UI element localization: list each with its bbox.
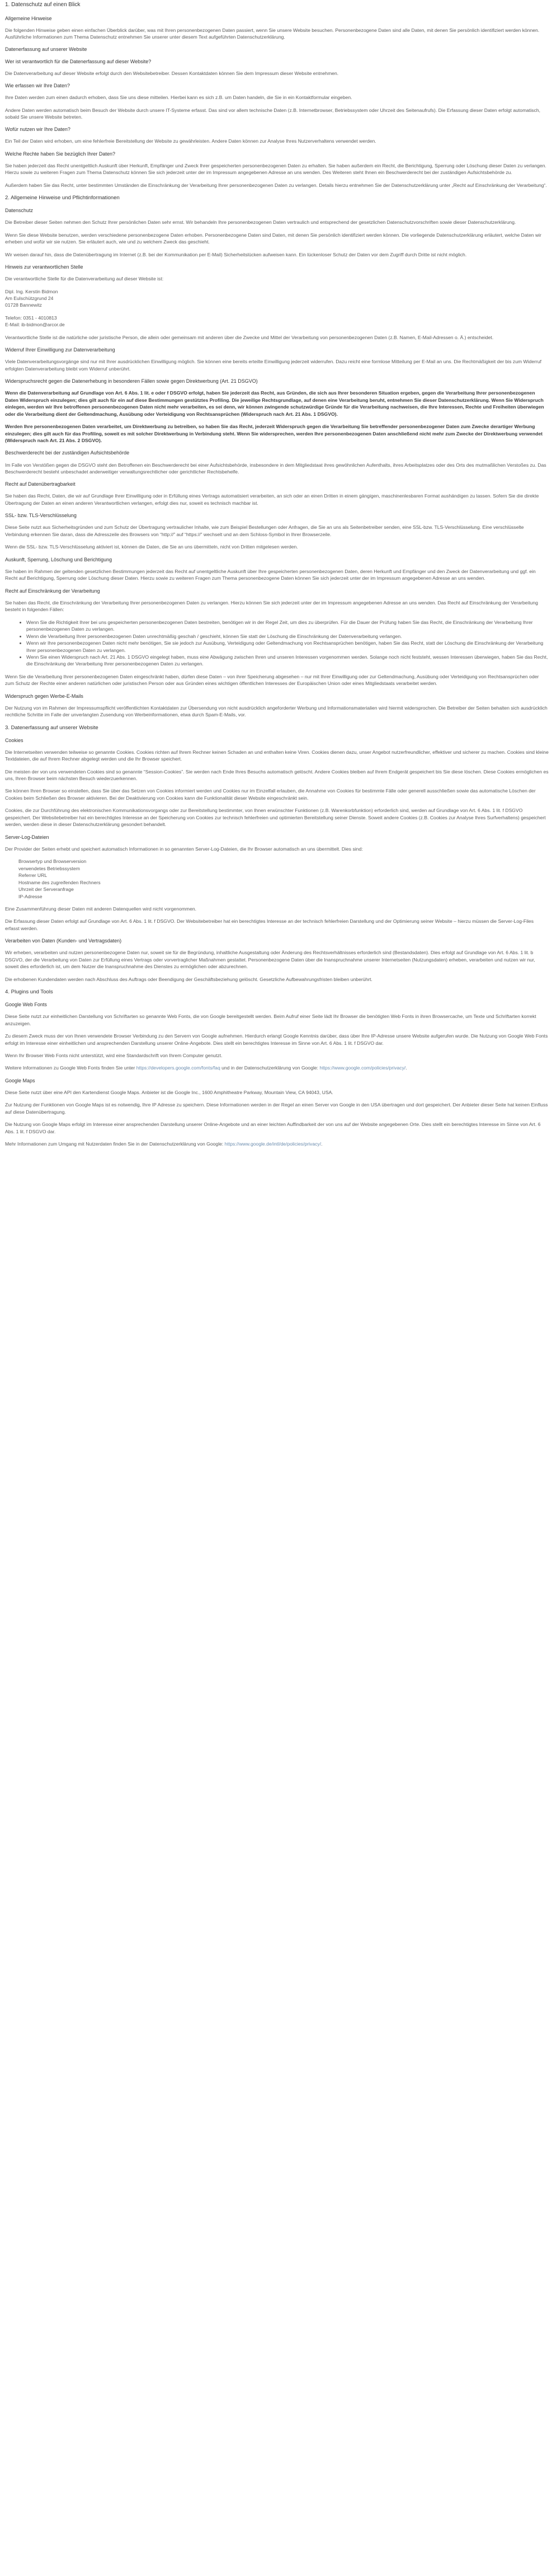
list-item: Hostname des zugreifenden Rechners — [18, 879, 101, 885]
paragraph: Außerdem haben Sie das Recht, unter bestimmten Umständen die Einschränkung der Verarbeitung Ihrer personenbezogenen Daten zu verlangen. Details hierzu entnehmen Sie der Datenschutzerklärung unter „Recht auf Einschränkung der Verarbeitung“. — [5, 182, 547, 188]
list-item: verwendetes Betriebssystem — [18, 865, 80, 871]
paragraph: Wenn die Datenverarbeitung auf Grundlage von Art. 6 Abs. 1 lit. e oder f DSGVO erfolgt, haben Sie jederzeit das Recht, aus Gründen, die sich aus Ihrer besonderen Situation ergeben, gegen die Verarbeitung Ihrer personenbezogenen Daten Widerspruch einzulegen; dies gilt auch für ein auf diese Bestimmungen gestütztes Profiling. Die jeweilige Rechtsgrundlage, auf denen eine Verarbeitung beruht, entnehmen Sie dieser Datenschutzerklärung. Wenn Sie Widerspruch einlegen, werden wir Ihre betroffenen personenbezogenen Daten nicht mehr verarbeiten, es sei denn, wir können zwingende schutzwürdige Gründe für die Verarbeitung nachweisen, die Ihre Interessen, Rechte und Freiheiten überwiegen oder die Verarbeitung dient der Geltendmachung, Ausübung oder Verteidigung von Rechtsansprüchen (Widerspruch nach Art. 21 Abs. 1 DSGVO). — [5, 390, 544, 417]
paragraph-with-links — [5, 1141, 549, 1147]
paragraph: Sie haben jederzeit das Recht unentgeltlich Auskunft über Herkunft, Empfänger und Zweck Ihrer gespeicherten personenbezogenen Daten zu erhalten. Sie haben außerdem ein Recht, die Berichtigung, Sperrung oder Löschung dieser Daten zu verlangen. Hierzu sowie zu weiteren Fragen zum Thema Datenschutz können Sie sich jederzeit unter der im Impressum angegebenen Adresse an uns wenden. Des Weiteren steht Ihnen ein Beschwerderecht bei der zuständigen Aufsichtsbehörde zu. — [5, 162, 546, 176]
list-item: Referrer URL — [18, 872, 48, 879]
paragraph: Die meisten der von uns verwendeten Cookies sind so genannte “Session-Cookies”. Sie werden nach Ende Ihres Besuchs automatisch gelöscht. Andere Cookies bleiben auf Ihrem Endgerät gespeichert bis Sie diese löschen. Diese Cookies ermöglichen es uns, Ihren Browser beim nächsten Besuch wiederzuerkennen. — [5, 768, 549, 782]
paragraph: Die folgenden Hinweise geben einen einfachen Überblick darüber, was mit Ihren personenbezogenen Daten passiert, wenn Sie unsere Website besuchen. Personenbezogene Daten sind alle Daten, mit denen Sie persönlich identifiziert werden können. Ausführliche Informationen zum Thema Datenschutz entnehmen Sie unserer unter diesem Text aufgeführten Datenschutzerklärung. — [5, 27, 540, 40]
paragraph: Im Falle von Verstößen gegen die DSGVO steht den Betroffenen ein Beschwerderecht bei einer Aufsichtsbehörde, insbesondere in dem Mitgliedstaat ihres gewöhnlichen Aufenthalts, ihres Arbeitsplatzes oder des Orts des mutmaßlichen Verstoßes zu. Das Beschwerderecht besteht unbeschadet anderweitiger verwaltungsrechtlicher oder gerichtlicher Rechtsbehelfe. — [5, 462, 546, 475]
paragraph: Zur Nutzung der Funktionen von Google Maps ist es notwendig, Ihre IP Adresse zu speichern. Diese Informationen werden in der Regel an einen Server von Google in den USA übertragen und dort gespeichert. Der Anbieter dieser Seite hat keinen Einfluss auf diese Datenübertragung. — [5, 1102, 548, 1115]
section-subheading: Recht auf Datenübertragbarkeit — [5, 481, 76, 487]
paragraph: Die erhobenen Kundendaten werden nach Abschluss des Auftrags oder Beendigung der Geschäftsbeziehung gelöscht. Gesetzliche Aufbewahrungsfristen bleiben unberührt. — [5, 976, 372, 982]
paragraph: Die verantwortliche Stelle für die Datenverarbeitung auf dieser Website ist: — [5, 276, 164, 282]
paragraph: Sie haben das Recht, Daten, die wir auf Grundlage Ihrer Einwilligung oder in Erfüllung eines Vertrags automatisiert verarbeiten, an sich oder an einen Dritten in einem gängigen, maschinenlesbaren Format aushändigen zu lassen. Sofern Sie die direkte Übertragung der Daten an einen anderen Verantwortlichen verlangen, erfolgt dies nur, soweit es technisch machbar ist. — [5, 493, 539, 506]
external-link[interactable]: https://www.google.com/policies/privacy/ — [319, 1065, 406, 1071]
section-subheading: Widerspruch gegen Werbe-E-Mails — [5, 693, 83, 699]
privacy-policy-document — [0, 0, 552, 1160]
list-item: • Wenn die Verarbeitung Ihrer personenbezogenen Daten unrechtmäßig geschah / geschieht, können Sie statt der Löschung die Einschränkung der Datenverarbeitung verlangen. — [26, 633, 549, 640]
paragraph: Werden Ihre personenbezogenen Daten verarbeitet, um Direktwerbung zu betreiben, so haben Sie das Recht, jederzeit Widerspruch gegen die Verarbeitung Sie betreffender personenbezogener Daten zum Zwecke derartiger Werbung einzulegen; dies gilt auch für das Profiling, soweit es mit solcher Direktwerbung in Verbindung steht. Wenn Sie widersprechen, werden Ihre personenbezogenen Daten anschließend nicht mehr zum Zwecke der Direktwerbung verwendet (Widerspruch nach Art. 21 Abs. 2 DSGVO). — [5, 424, 543, 444]
list-item: Browsertyp und Browserversion — [18, 858, 87, 865]
paragraph: Die Internetseiten verwenden teilweise so genannte Cookies. Cookies richten auf Ihrem Rechner keinen Schaden an und enthalten keine Viren. Cookies dienen dazu, unser Angebot nutzerfreundlicher, effektiver und sicherer zu machen. Cookies sind kleine Textdateien, die auf Ihrem Rechner abgelegt werden und die Ihr Browser speichert. — [5, 749, 549, 762]
paragraph: Ihre Daten werden zum einen dadurch erhoben, dass Sie uns diese mitteilen. Hierbei kann es sich z.B. um Daten handeln, die Sie in ein Kontaktformular eingeben. — [5, 95, 352, 101]
paragraph: Wenn Sie die Verarbeitung Ihrer personenbezogenen Daten eingeschränkt haben, dürfen diese Daten – von ihrer Speicherung abgesehen – nur mit Ihrer Einwilligung oder zur Geltendmachung, Ausübung oder Verteidigung von Rechtsansprüchen oder zum Schutz der Rechte einer anderen natürlichen oder juristischen Person oder aus Gründen eines wichtigen öffentlichen Interesses der Europäischen Union oder eines Mitgliedstaats verarbeitet werden. — [5, 673, 539, 687]
paragraph: Wenn Ihr Browser Web Fonts nicht unterstützt, wird eine Standardschrift von Ihrem Computer genutzt. — [5, 1052, 223, 1058]
section-subheading: Datenerfassung auf unserer Website — [5, 46, 87, 53]
paragraph: Diese Seite nutzt über eine API den Kartendienst Google Maps. Anbieter ist die Google Inc., 1600 Amphitheatre Parkway, Mountain View, CA 94043, USA. — [5, 1089, 333, 1095]
address-line: Dipl. Ing. Kerstin Bidmon — [5, 288, 58, 294]
paragraph: Wir erheben, verarbeiten und nutzen personenbezogene Daten nur, soweit sie für die Begründung, inhaltliche Ausgestaltung oder Änderung des Rechtsverhältnisses erforderlich sind (Bestandsdaten). Dies erfolgt auf Grundlage von Art. 6 Abs. 1 lit. b DSGVO, der die Verarbeitung von Daten zur Erfüllung eines Vertrags oder vorvertraglicher Maßnahmen gestattet. Personenbezogene Daten über die Inanspruchnahme unserer Internetseiten (Nutzungsdaten) erheben, verarbeiten und nutzen wir nur, soweit dies erforderlich ist, um dem Nutzer die Inanspruchnahme des Dienstes zu ermöglichen oder abzurechnen. — [5, 950, 535, 970]
paragraph: Zu diesem Zweck muss der von Ihnen verwendete Browser Verbindung zu den Servern von Google aufnehmen. Hierdurch erlangt Google Kenntnis darüber, dass über Ihre IP-Adresse unsere Website aufgerufen wurde. Die Nutzung von Google Web Fonts erfolgt im Interesse einer einheitlichen und ansprechenden Darstellung unserer Online-Angebote. Dies stellt ein berechtigtes Interesse im Sinne von Art. 6 Abs. 1 lit. f DSGVO dar. — [5, 1033, 548, 1046]
paragraph-text: Mehr Informationen zum Umgang mit Nutzerdaten finden Sie in der Datenschutzerklärung von Google: — [5, 1141, 225, 1147]
paragraph: Andere Daten werden automatisch beim Besuch der Website durch unsere IT-Systeme erfasst. Das sind vor allem technische Daten (z.B. Internetbrowser, Betriebssystem oder Uhrzeit des Seitenaufrufs). Die Erfassung dieser Daten erfolgt automatisch, sobald Sie unsere Website betreten. — [5, 107, 541, 120]
address-block — [5, 315, 549, 329]
paragraph: Sie haben das Recht, die Einschränkung der Verarbeitung Ihrer personenbezogenen Daten zu verlangen. Hierzu können Sie sich jederzeit unter der im Impressum angegebenen Adresse an uns wenden. Das Recht auf Einschränkung der Verarbeitung besteht in folgenden Fällen: — [5, 599, 539, 613]
paragraph-text: und in der Datenschutzerklärung von Google: — [220, 1065, 320, 1071]
paragraph-text: . — [405, 1065, 407, 1071]
paragraph-text: . — [321, 1141, 323, 1147]
section-subheading: Google Maps — [5, 1077, 35, 1083]
paragraph: Wenn die SSL- bzw. TLS-Verschlüsselung aktiviert ist, können die Daten, die Sie an uns übermitteln, nicht von Dritten mitgelesen werden. — [5, 544, 298, 550]
list-item: • Wenn Sie die Richtigkeit Ihrer bei uns gespeicherten personenbezogenen Daten bestreiten, benötigen wir in der Regel Zeit, um dies zu überprüfen. Für die Dauer der Prüfung haben Sie das Recht, die Einschränkung der Verarbeitung Ihrer personenbezogenen Daten zu verlangen. — [26, 619, 549, 633]
section-subheading: Google Web Fonts — [5, 1002, 47, 1008]
paragraph: Eine Zusammenführung dieser Daten mit anderen Datenquellen wird nicht vorgenommen. — [5, 905, 197, 912]
paragraph: Wenn Sie diese Website benutzen, werden verschiedene personenbezogene Daten erhoben. Personenbezogene Daten sind Daten, mit denen Sie persönlich identifiziert werden können. Die vorliegende Datenschutzerklärung erläutert, welche Daten wir erheben und wofür wir sie nutzen. Sie erläutert auch, wie und zu welchem Zweck das geschieht. — [5, 232, 541, 245]
address-block — [5, 288, 549, 309]
paragraph: Ein Teil der Daten wird erhoben, um eine fehlerfreie Bereitstellung der Website zu gewährleisten. Andere Daten können zur Analyse Ihres Nutzerverhaltens verwendet werden. — [5, 138, 376, 144]
section-subheading: Welche Rechte haben Sie bezüglich Ihrer Daten? — [5, 151, 115, 157]
paragraph-with-links — [5, 1064, 549, 1071]
paragraph: Der Provider der Seiten erhebt und speichert automatisch Informationen in so genannten Server-Log-Dateien, die Ihr Browser automatisch an uns übermittelt. Dies sind: — [5, 846, 363, 852]
paragraph: Sie können Ihren Browser so einstellen, dass Sie über das Setzen von Cookies informiert werden und Cookies nur im Einzelfall erlauben, die Annahme von Cookies für bestimmte Fälle oder generell ausschließen sowie das automatische Löschen der Cookies beim Schließen des Browser aktivieren. Bei der Deaktivierung von Cookies kann die Funktionalität dieser Website eingeschränkt sein. — [5, 788, 536, 801]
list-item: • Wenn wir Ihre personenbezogenen Daten nicht mehr benötigen, Sie sie jedoch zur Ausübung, Verteidigung oder Geltendmachung von Rechtsansprüchen benötigen, haben Sie das Recht, statt der Löschung die Einschränkung der Verarbeitung Ihrer personenbezogenen Daten zu verlangen. — [26, 640, 549, 654]
section-subheading: Cookies — [5, 737, 23, 743]
section-subheading: Beschwerderecht bei der zuständigen Aufsichtsbehörde — [5, 450, 130, 456]
paragraph: Sie haben im Rahmen der geltenden gesetzlichen Bestimmungen jederzeit das Recht auf unentgeltliche Auskunft über Ihre gespeicherten personenbezogenen Daten, deren Herkunft und Empfänger und den Zweck der Datenverarbeitung und ggf. ein Recht auf Berichtigung, Sperrung oder Löschung dieser Daten. Hierzu sowie zu weiteren Fragen zum Thema personenbezogene Daten können Sie sich jederzeit unter der im Impressum angegebenen Adresse an uns wenden. — [5, 568, 536, 581]
section-subheading: Verarbeiten von Daten (Kunden- und Vertragsdaten) — [5, 938, 122, 944]
address-line: Am Eulschützgrund 24 — [5, 295, 54, 302]
bullet-list — [5, 619, 549, 668]
paragraph: Die Datenverarbeitung auf dieser Website erfolgt durch den Websitebetreiber. Dessen Kontaktdaten können Sie dem Impressum dieser Website entnehmen. — [5, 70, 339, 76]
server-log-list — [5, 858, 549, 900]
paragraph: Cookies, die zur Durchführung des elektronischen Kommunikationsvorgangs oder zur Bereitstellung bestimmter, von Ihnen erwünschter Funktionen (z.B. Warenkorbfunktion) erforderlich sind, werden auf Grundlage von Art. 6 Abs. 1 lit. f DSGVO gespeichert. Der Websitebetreiber hat ein berechtigtes Interesse an der Speicherung von Cookies zur technisch fehlerfreien und optimierten Bereitstellung seiner Dienste. Soweit andere Cookies (z.B. Cookies zur Analyse Ihres Surfverhaltens) gespeichert werden, werden diese in dieser Datenschutzerklärung gesondert behandelt. — [5, 808, 546, 828]
external-link[interactable]: https://developers.google.com/fonts/faq — [136, 1065, 220, 1071]
section-subheading: Wofür nutzen wir Ihre Daten? — [5, 126, 70, 133]
paragraph: Die Erfassung dieser Daten erfolgt auf Grundlage von Art. 6 Abs. 1 lit. f DSGVO. Der Websitebetreiber hat ein berechtigtes Interesse an der technisch fehlerfreien Darstellung und der Optimierung seiner Website – hierzu müssen die Server-Log-Files erfasst werden. — [5, 918, 534, 931]
list-item: • Wenn Sie einen Widerspruch nach Art. 21 Abs. 1 DSGVO eingelegt haben, muss eine Abwägung zwischen Ihren und unseren Interessen vorgenommen werden. Solange noch nicht feststeht, wessen Interessen überwiegen, haben Sie das Recht, die Einschränkung der Verarbeitung Ihrer personenbezogenen Daten zu verlangen. — [26, 654, 549, 668]
section-subheading: Recht auf Einschränkung der Verarbeitung — [5, 588, 100, 594]
list-item: Uhrzeit der Serveranfrage — [18, 886, 74, 893]
paragraph: Verantwortliche Stelle ist die natürliche oder juristische Person, die allein oder gemeinsam mit anderen über die Zwecke und Mittel der Verarbeitung von personenbezogenen Daten (z.B. Namen, E-Mail-Adressen o. Ä.) entscheidet. — [5, 334, 494, 340]
address-line: Telefon: 0351 - 4010813 — [5, 315, 57, 321]
section-subheading: Allgemeine Hinweise — [5, 15, 52, 21]
paragraph: Der Nutzung von im Rahmen der Impressumspflicht veröffentlichten Kontaktdaten zur Übersendung von nicht ausdrücklich angeforderter Werbung und Informationsmaterialien wird hiermit widersprochen. Die Betreiber der Seiten behalten sich ausdrücklich rechtliche Schritte im Falle der unverlangten Zusendung von Werbeinformationen, etwa durch Spam-E-Mails, vor. — [5, 705, 548, 718]
section-subheading: Widerspruchsrecht gegen die Datenerhebung in besonderen Fällen sowie gegen Direktwerbung (Art. 21 DSGVO) — [5, 378, 258, 384]
section-subheading: Server-Log-Dateien — [5, 834, 49, 840]
paragraph: Wir weisen darauf hin, dass die Datenübertragung im Internet (z.B. bei der Kommunikation per E-Mail) Sicherheitslücken aufweisen kann. Ein lückenloser Schutz der Daten vor dem Zugriff durch Dritte ist nicht möglich. — [5, 251, 467, 257]
section-subheading: Wer ist verantwortlich für die Datenerfassung auf dieser Website? — [5, 58, 152, 64]
paragraph: Diese Seite nutzt zur einheitlichen Darstellung von Schriftarten so genannte Web Fonts, die von Google bereitgestellt werden. Beim Aufruf einer Seite lädt Ihr Browser die benötigten Web Fonts in ihren Browsercache, um Texte und Schriftarten korrekt anzuzeigen. — [5, 1013, 536, 1026]
paragraph: Die Betreiber dieser Seiten nehmen den Schutz Ihrer persönlichen Daten sehr ernst. Wir behandeln Ihre personenbezogenen Daten vertraulich und entsprechend der gesetzlichen Datenschutzvorschriften sowie dieser Datenschutzerklärung. — [5, 219, 516, 226]
section-heading: 3. Datenerfassung auf unserer Website — [5, 724, 98, 731]
section-subheading: SSL- bzw. TLS-Verschlüsselung — [5, 513, 77, 519]
section-subheading: Datenschutz — [5, 208, 34, 214]
paragraph: Viele Datenverarbeitungsvorgänge sind nur mit Ihrer ausdrücklichen Einwilligung möglich. Sie können eine bereits erteilte Einwilligung jederzeit widerrufen. Dazu reicht eine formlose Mitteilung per E-Mail an uns. Die Rechtmäßigkeit der bis zum Widerruf erfolgten Datenverarbeitung bleibt vom Widerruf unberührt. — [5, 359, 541, 372]
address-line: E-Mail: ib-bidmon@arcor.de — [5, 322, 65, 328]
section-subheading: Wie erfassen wir Ihre Daten? — [5, 83, 70, 88]
section-heading: 1. Datenschutz auf einen Blick — [5, 2, 81, 8]
section-subheading: Widerruf Ihrer Einwilligung zur Datenverarbeitung — [5, 347, 115, 353]
address-line: 01728 Bannewitz — [5, 302, 42, 308]
section-heading: 4. Plugins und Tools — [5, 989, 53, 996]
paragraph-text: Weitere Informationen zu Google Web Fonts finden Sie unter — [5, 1065, 136, 1071]
section-heading: 2. Allgemeine Hinweise und Pflichtinformationen — [5, 195, 120, 201]
paragraph: Diese Seite nutzt aus Sicherheitsgründen und zum Schutz der Übertragung vertraulicher Inhalte, wie zum Beispiel Bestellungen oder Anfragen, die Sie an uns als Seitenbetreiber senden, eine SSL-bzw. TLS-Verschlüsselung. Eine verschlüsselte Verbindung erkennen Sie daran, dass die Adresszeile des Browsers von “http://” auf “https://” wechselt und an dem Schloss-Symbol in Ihrer Browserzeile. — [5, 524, 524, 537]
section-subheading: Hinweis zur verantwortlichen Stelle — [5, 264, 83, 270]
section-subheading: Auskunft, Sperrung, Löschung und Berichtigung — [5, 556, 112, 562]
list-item: IP-Adresse — [18, 893, 43, 899]
paragraph: Die Nutzung von Google Maps erfolgt im Interesse einer ansprechenden Darstellung unserer Online-Angebote und an einer leichten Auffindbarkeit der von uns auf der Website angegebenen Orte. Dies stellt ein berechtigtes Interesse im Sinne von Art. 6 Abs. 1 lit. f DSGVO dar. — [5, 1122, 541, 1134]
external-link[interactable]: https://www.google.de/intl/de/policies/privacy/ — [224, 1141, 322, 1147]
